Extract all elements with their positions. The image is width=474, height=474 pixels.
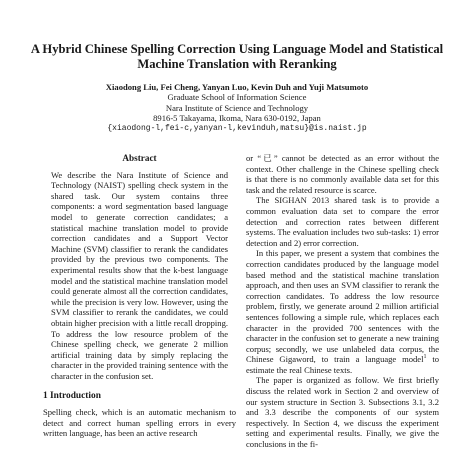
footnote-marker: 1 <box>423 354 427 361</box>
paragraph-shared-task: The SIGHAN 2013 shared task is to provide a common evaluation data set to compare the error detection and correction rates between different systems. The evaluation includes two sub-tasks: 1) error detection and 2) error correction. <box>246 195 439 248</box>
paragraph-system-overview-text: In this paper, we present a system that combines the correction candidates produced by the language model based method and the statistical machine translation approach, and then uses an SVM classifier to rerank the correction candidates. To address the low resource problem, firstly, we generate around 2 million artificial sentences following a simple rule, which replaces each character in the provided 700 sentences with the character in the confusion set to generate a new training corpus; secondly, we use unlabeled data corpus, the Chinese Gigaword, to train a language model <box>246 248 439 365</box>
author-institute: Nara Institute of Science and Technology <box>165 102 309 113</box>
right-column <box>246 153 439 450</box>
author-address: 8916-5 Takayama, Ikoma, Nara 630-0192, Japan <box>153 113 321 124</box>
paragraph-system-overview-end: to estimate the real Chinese texts. <box>246 354 439 375</box>
author-school: Graduate School of Information Science <box>167 92 307 103</box>
abstract-text: We describe the Nara Institute of Science and Technology (NAIST) spelling check system in the shared task. Our system contains three components: a word segmentation based language model to generate correction candidates; a statistical machine translation model to provide correction candidates and a Support Vector Machine (SVM) classifier to rerank the candidates provided by the previous two components. The experimental results show that the k-best language model and the statistical machine translation model could generate almost all the correction candidates, while the precision is very low. However, using the SVM classifier to rerank the candidates, we could obtain higher precision with a little recall dropping. To address the low resource problem of the Chinese spelling check, we generate 2 million artificial training data by simply replacing the character in the provided training sentence with the character in the confusion set. <box>51 169 228 381</box>
introduction-heading: 1 Introduction <box>43 391 101 402</box>
abstract-heading: Abstract <box>122 153 157 163</box>
introduction-text: Spelling check, which is an automatic mechanism to detect and correct human spelling errors in every written language, has been an active research <box>43 407 236 439</box>
author-names: Xiaodong Liu, Fei Cheng, Yanyan Luo, Kevin Duh and Yuji Matsumoto <box>105 82 369 92</box>
paper-title: A Hybrid Chinese Spelling Correction Using Language Model and Statistical Machine Translation with Reranking <box>30 42 444 71</box>
left-column <box>43 153 236 439</box>
paragraph-organization: The paper is organized as follow. We first briefly discuss the related work in Section 2 and overview of our system structure in Section 3. Subsections 3.1, 3.2 and 3.3 describe the components of our system respectively. In Section 4, we discuss the experiment setting and experimental results. Finally, we give the conclusions in the fi- <box>246 375 439 450</box>
author-block <box>20 82 454 134</box>
paragraph-context: or “已” cannot be detected as an error without the context. Other challenge in the Chinese spelling check is that there is no commonly available data set for this task and the related resource is scarce. <box>246 153 439 195</box>
paragraph-system-overview <box>246 248 439 375</box>
author-email: {xiaodong-l,fei-c,yanyan-l,kevinduh,matsu}@is.naist.jp <box>107 123 367 133</box>
